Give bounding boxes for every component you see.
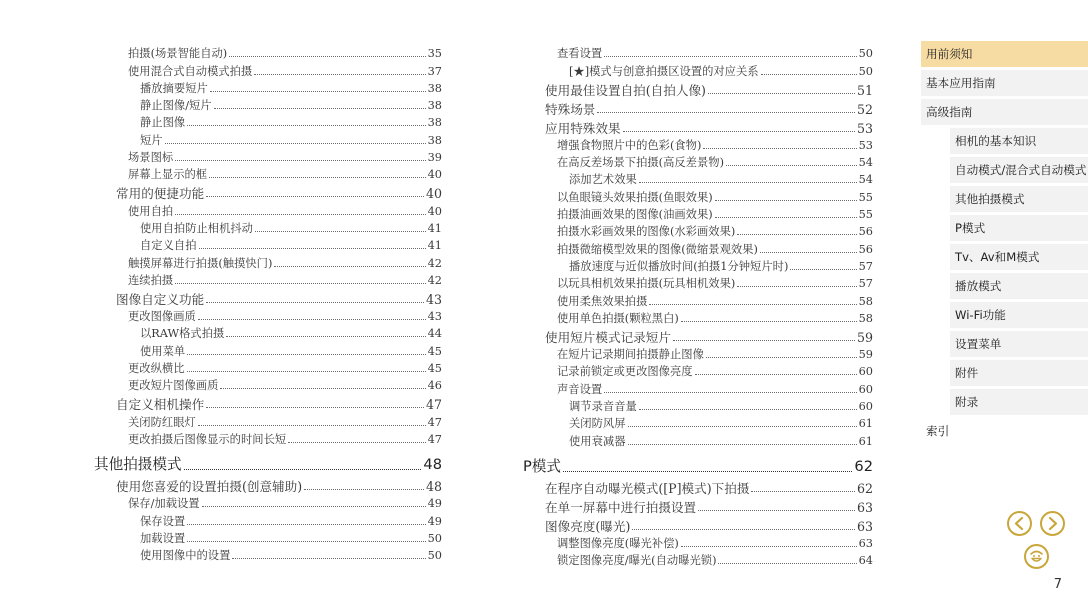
toc-entry-page: 38 xyxy=(427,133,442,147)
sidebar-item[interactable]: Wi-Fi功能 xyxy=(950,302,1088,328)
toc-entry-title: 更改纵横比 xyxy=(128,362,185,376)
toc-entry[interactable] xyxy=(94,288,442,307)
toc-entry-page: 40 xyxy=(425,186,442,202)
toc-entry[interactable] xyxy=(523,291,873,308)
dot-leader xyxy=(214,108,426,109)
toc-entry-page: 53 xyxy=(856,120,873,136)
toc-entry-title: 添加艺术效果 xyxy=(569,173,637,187)
toc-entry[interactable] xyxy=(94,148,442,165)
sidebar-item[interactable]: P模式 xyxy=(950,215,1088,241)
toc-entry-title: 使用自拍防止相机抖动 xyxy=(140,221,253,235)
toc-entry[interactable] xyxy=(523,551,873,568)
toc-entry[interactable] xyxy=(94,393,442,412)
toc-entry[interactable] xyxy=(94,341,442,358)
toc-entry[interactable] xyxy=(523,222,873,239)
toc-entry[interactable] xyxy=(523,431,873,448)
toc-entry-page: 48 xyxy=(423,455,442,473)
next-page-button[interactable] xyxy=(1040,511,1065,536)
toc-entry-title: 以玩具相机效果拍摄(玩具相机效果) xyxy=(557,277,736,291)
dot-leader xyxy=(639,182,857,183)
sidebar-item[interactable]: 索引 xyxy=(926,424,950,438)
toc-entry[interactable] xyxy=(523,326,873,345)
dot-leader xyxy=(175,160,425,161)
toc-entry-title: 在单一屏幕中进行拍摄设置 xyxy=(545,499,697,515)
arrow-left-circle-icon xyxy=(1009,513,1030,534)
dot-leader xyxy=(703,148,856,149)
toc-entry-title: 记录前锁定或更改图像亮度 xyxy=(557,365,693,379)
dot-leader xyxy=(715,200,857,201)
sidebar-item[interactable]: 附录 xyxy=(950,389,1088,415)
toc-entry-title: 使用短片模式记录短片 xyxy=(545,329,671,345)
dot-leader xyxy=(628,444,857,445)
toc-entry-page: 41 xyxy=(427,221,442,235)
dot-leader xyxy=(254,74,425,75)
toc-entry[interactable] xyxy=(523,362,873,379)
dot-leader xyxy=(165,143,426,144)
sidebar-item[interactable]: 用前须知 xyxy=(921,41,1088,67)
toc-entry-page: 45 xyxy=(427,362,442,376)
toc-entry-title: 播放摘要短片 xyxy=(140,81,208,95)
toc-entry[interactable] xyxy=(523,477,873,496)
dot-leader xyxy=(184,469,422,470)
toc-entry-title: 播放速度与近似播放时间(拍摄1分钟短片时) xyxy=(569,259,789,273)
toc-entry-page: 42 xyxy=(427,256,442,270)
toc-entry-page: 57 xyxy=(858,259,873,273)
toc-entry-page: 61 xyxy=(858,417,873,431)
toc-entry-page: 49 xyxy=(427,514,442,528)
toc-entry[interactable] xyxy=(523,153,873,170)
toc-entry[interactable] xyxy=(523,170,873,187)
dot-leader xyxy=(737,234,856,235)
toc-entry-title: 图像自定义功能 xyxy=(116,291,205,307)
toc-entry-page: 60 xyxy=(858,400,873,414)
sidebar-item[interactable]: 相机的基本知识 xyxy=(950,128,1088,154)
toc-entry[interactable] xyxy=(94,201,442,218)
dot-leader xyxy=(673,340,855,341)
dot-leader xyxy=(198,319,426,320)
dot-leader xyxy=(681,546,857,547)
toc-entry-title: 连续拍摄 xyxy=(128,273,174,287)
toc-entry[interactable] xyxy=(94,494,442,511)
toc-entry-page: 54 xyxy=(858,156,873,170)
dot-leader xyxy=(209,177,426,178)
toc-entry-page: 56 xyxy=(858,242,873,256)
toc-entry-title: 场景图标 xyxy=(128,151,174,165)
toc-entry[interactable] xyxy=(523,274,873,291)
toc-entry-title: 图像亮度(曝光) xyxy=(545,518,631,534)
toc-entry-page: 62 xyxy=(854,457,873,475)
toc-entry-title: 拍摄水彩画效果的图像(水彩画效果) xyxy=(557,225,736,239)
toc-entry-title: 自定义自拍 xyxy=(140,239,197,253)
toc-entry[interactable] xyxy=(523,239,873,256)
toc-entry-title: 使用混合式自动模式拍摄 xyxy=(128,64,253,78)
toc-entry[interactable] xyxy=(94,130,442,147)
toc-entry-title: 锁定图像亮度/曝光(自动曝光锁) xyxy=(557,554,717,568)
dot-leader xyxy=(628,426,857,427)
page-number: 7 xyxy=(1053,577,1062,592)
toc-entry-title: [★]模式与创意拍摄区设置的对应关系 xyxy=(569,64,759,78)
toc-entry[interactable] xyxy=(94,219,442,236)
toc-entry-title: 更改图像画质 xyxy=(128,310,196,324)
toc-entry-page: 47 xyxy=(425,397,442,413)
toc-entry-page: 39 xyxy=(427,151,442,165)
dot-leader xyxy=(695,374,857,375)
toc-entry[interactable] xyxy=(94,113,442,130)
dot-leader xyxy=(715,217,857,218)
dot-leader xyxy=(563,471,852,472)
toc-entry-title: 更改拍摄后图像显示的时间长短 xyxy=(128,432,287,446)
toc-entry-title: 拍摄(场景智能自动) xyxy=(128,47,228,61)
toc-entry-page: 45 xyxy=(427,344,442,358)
toc-entry-title: 静止图像 xyxy=(140,116,186,130)
toc-entry[interactable] xyxy=(523,379,873,396)
toc-entry-title: 拍摄油画效果的图像(油画效果) xyxy=(557,208,713,222)
toc-entry-page: 37 xyxy=(427,64,442,78)
toc-entry-page: 38 xyxy=(427,81,442,95)
dot-leader xyxy=(187,371,426,372)
toc-entry[interactable] xyxy=(94,61,442,78)
toc-entry-title: 以鱼眼镜头效果拍摄(鱼眼效果) xyxy=(557,190,713,204)
toc-entry-title: P模式 xyxy=(523,457,561,475)
dot-leader xyxy=(226,336,425,337)
toc-entry-title: 屏幕上显示的框 xyxy=(128,168,208,182)
toc-column-right xyxy=(523,44,873,568)
sidebar-item[interactable]: 基本应用指南 xyxy=(921,70,1088,96)
toc-entry[interactable] xyxy=(523,515,873,534)
toc-entry-page: 42 xyxy=(427,273,442,287)
toc-entry-title: 常用的便捷功能 xyxy=(116,186,205,202)
toc-entry-page: 54 xyxy=(858,173,873,187)
toc-entry-title: 使用柔焦效果拍摄 xyxy=(557,294,648,308)
dot-leader xyxy=(681,321,857,322)
dot-leader xyxy=(751,491,855,492)
toc-entry-page: 60 xyxy=(858,382,873,396)
dot-leader xyxy=(175,283,425,284)
toc-entry-title: 使用最佳设置自拍(自拍人像) xyxy=(545,82,706,98)
dot-leader xyxy=(175,214,425,215)
toc-entry-title: 使用您喜爱的设置拍摄(创意辅助) xyxy=(116,478,303,494)
toc-entry-title: 保存设置 xyxy=(140,514,186,528)
toc-entry-title: 静止图像/短片 xyxy=(140,99,212,113)
dot-leader xyxy=(210,91,426,92)
dot-leader xyxy=(761,74,857,75)
toc-entry-page: 50 xyxy=(427,531,442,545)
dot-leader xyxy=(698,510,855,511)
toc-entry-page: 62 xyxy=(856,480,873,496)
toc-entry[interactable] xyxy=(94,79,442,96)
arrow-right-circle-icon xyxy=(1042,513,1063,534)
toc-entry-page: 58 xyxy=(858,311,873,325)
toc-column-left xyxy=(94,44,442,563)
toc-entry-title: 以RAW格式拍摄 xyxy=(140,327,225,341)
home-face-icon xyxy=(1026,546,1047,567)
toc-entry[interactable] xyxy=(523,79,873,98)
dot-leader xyxy=(198,425,426,426)
dot-leader xyxy=(288,442,425,443)
toc-entry-title: 触摸屏幕进行拍摄(触摸快门) xyxy=(128,256,273,270)
dot-leader xyxy=(726,165,857,166)
toc-entry-page: 38 xyxy=(427,99,442,113)
dot-leader xyxy=(623,131,855,132)
toc-entry-page: 63 xyxy=(856,518,873,534)
dot-leader xyxy=(760,252,857,253)
dot-leader xyxy=(708,93,855,94)
toc-entry[interactable] xyxy=(523,496,873,515)
toc-entry[interactable] xyxy=(523,187,873,204)
toc-entry-title: 调节录音音量 xyxy=(569,400,637,414)
toc-entry-page: 55 xyxy=(858,190,873,204)
toc-entry-title: 拍摄微缩模型效果的图像(微缩景观效果) xyxy=(557,242,758,256)
toc-entry-page: 48 xyxy=(425,478,442,494)
dot-leader xyxy=(649,304,856,305)
toc-entry-page: 50 xyxy=(427,549,442,563)
toc-entry-title: 关闭防红眼灯 xyxy=(128,415,196,429)
toc-entry-title: 加载设置 xyxy=(140,531,186,545)
toc-entry[interactable] xyxy=(94,511,442,528)
toc-entry-page: 44 xyxy=(427,327,442,341)
toc-entry[interactable] xyxy=(94,271,442,288)
toc-entry-page: 53 xyxy=(858,138,873,152)
dot-leader xyxy=(790,269,856,270)
toc-entry-title: 更改短片图像画质 xyxy=(128,379,219,393)
dot-leader xyxy=(632,529,855,530)
toc-entry-page: 64 xyxy=(858,554,873,568)
toc-entry-title: 使用衰减器 xyxy=(569,434,626,448)
toc-entry[interactable] xyxy=(523,451,873,477)
toc-entry[interactable] xyxy=(94,359,442,376)
dot-leader xyxy=(187,541,425,542)
dot-leader xyxy=(202,506,426,507)
toc-entry[interactable] xyxy=(94,529,442,546)
prev-page-button[interactable] xyxy=(1007,511,1032,536)
toc-entry-title: 关闭防风屏 xyxy=(569,417,626,431)
toc-entry[interactable] xyxy=(523,61,873,78)
toc-entry-page: 60 xyxy=(858,365,873,379)
toc-entry-title: 在短片记录期间拍摄静止图像 xyxy=(557,348,704,362)
toc-entry-page: 38 xyxy=(427,116,442,130)
toc-entry-page: 58 xyxy=(858,294,873,308)
toc-entry-title: 使用自拍 xyxy=(128,204,174,218)
dot-leader xyxy=(737,286,856,287)
toc-entry-title: 保存/加载设置 xyxy=(128,497,200,511)
dot-leader xyxy=(255,231,426,232)
dot-leader xyxy=(274,266,425,267)
toc-entry-page: 43 xyxy=(425,291,442,307)
home-button[interactable] xyxy=(1024,544,1049,569)
toc-entry-page: 63 xyxy=(858,536,873,550)
toc-entry-page: 56 xyxy=(858,225,873,239)
toc-entry-title: 短片 xyxy=(140,133,163,147)
toc-entry[interactable] xyxy=(523,397,873,414)
dot-leader xyxy=(187,125,425,126)
toc-entry[interactable] xyxy=(94,475,442,494)
dot-leader xyxy=(639,409,857,410)
toc-entry[interactable] xyxy=(94,430,442,447)
toc-entry[interactable] xyxy=(94,412,442,429)
toc-entry-page: 59 xyxy=(858,348,873,362)
toc-entry-page: 40 xyxy=(427,168,442,182)
dot-leader xyxy=(604,56,856,57)
toc-entry[interactable] xyxy=(94,236,442,253)
dot-leader xyxy=(604,392,856,393)
dot-leader xyxy=(187,524,425,525)
dot-leader xyxy=(206,407,424,408)
toc-entry[interactable] xyxy=(94,307,442,324)
dot-leader xyxy=(232,558,425,559)
toc-entry-title: 其他拍摄模式 xyxy=(94,455,182,473)
sidebar-nav xyxy=(921,41,1088,447)
toc-entry-page: 43 xyxy=(427,310,442,324)
toc-entry-title: 使用单色拍摄(颗粒黑白) xyxy=(557,311,679,325)
sidebar-item[interactable]: 高级指南 xyxy=(921,99,1088,125)
page-navigation xyxy=(1007,511,1067,573)
toc-entry[interactable] xyxy=(94,546,442,563)
toc-entry[interactable] xyxy=(94,376,442,393)
toc-entry[interactable] xyxy=(94,165,442,182)
toc-entry[interactable] xyxy=(523,44,873,61)
toc-entry-page: 40 xyxy=(427,204,442,218)
sidebar-item[interactable]: 附件 xyxy=(950,360,1088,386)
toc-entry[interactable] xyxy=(523,98,873,117)
dot-leader xyxy=(206,302,424,303)
toc-entry-title: 在高反差场景下拍摄(高反差景物) xyxy=(557,156,724,170)
toc-entry[interactable] xyxy=(94,253,442,270)
toc-entry-page: 51 xyxy=(856,82,873,98)
toc-entry-page: 50 xyxy=(858,64,873,78)
sidebar-item[interactable]: 播放模式 xyxy=(950,273,1088,299)
toc-entry-title: 特殊场景 xyxy=(545,101,596,117)
toc-entry-page: 50 xyxy=(858,47,873,61)
sidebar-item[interactable]: 设置菜单 xyxy=(950,331,1088,357)
toc-entry[interactable] xyxy=(523,205,873,222)
toc-entry-title: 查看设置 xyxy=(557,47,603,61)
toc-entry[interactable] xyxy=(523,534,873,551)
toc-entry-title: 使用图像中的设置 xyxy=(140,549,231,563)
toc-entry-page: 46 xyxy=(427,379,442,393)
toc-entry[interactable] xyxy=(94,182,442,201)
toc-entry-page: 55 xyxy=(858,208,873,222)
toc-entry-page: 35 xyxy=(427,47,442,61)
toc-entry[interactable] xyxy=(523,414,873,431)
dot-leader xyxy=(199,248,426,249)
dot-leader xyxy=(206,196,424,197)
dot-leader xyxy=(304,489,424,490)
toc-entry-page: 57 xyxy=(858,277,873,291)
toc-entry-page: 61 xyxy=(858,434,873,448)
toc-entry[interactable] xyxy=(94,96,442,113)
toc-entry-page: 59 xyxy=(856,329,873,345)
sidebar-item[interactable]: 自动模式/混合式自动模式 xyxy=(950,157,1088,183)
toc-entry-title: 自定义相机操作 xyxy=(116,397,205,413)
toc-entry-page: 47 xyxy=(427,415,442,429)
sidebar-item[interactable]: Tv、Av和M模式 xyxy=(950,244,1088,270)
dot-leader xyxy=(187,354,425,355)
toc-entry[interactable] xyxy=(94,449,442,475)
toc-entry-page: 49 xyxy=(427,497,442,511)
sidebar-item[interactable]: 其他拍摄模式 xyxy=(950,186,1088,212)
toc-entry-page: 63 xyxy=(856,499,873,515)
toc-entry[interactable] xyxy=(94,324,442,341)
dot-leader xyxy=(229,56,425,57)
dot-leader xyxy=(718,563,856,564)
dot-leader xyxy=(597,112,855,113)
toc-entry[interactable] xyxy=(523,136,873,153)
toc-entry-page: 52 xyxy=(856,101,873,117)
toc-entry[interactable] xyxy=(523,257,873,274)
toc-entry[interactable] xyxy=(523,345,873,362)
toc-entry-page: 47 xyxy=(427,432,442,446)
dot-leader xyxy=(706,357,857,358)
toc-entry-title: 声音设置 xyxy=(557,382,603,396)
toc-entry-page: 41 xyxy=(427,239,442,253)
toc-entry[interactable] xyxy=(523,117,873,136)
toc-entry-title: 使用菜单 xyxy=(140,344,186,358)
toc-entry[interactable] xyxy=(523,309,873,326)
toc-entry[interactable] xyxy=(94,44,442,61)
toc-entry-title: 增强食物照片中的色彩(食物) xyxy=(557,138,702,152)
toc-entry-title: 在程序自动曝光模式([P]模式)下拍摄 xyxy=(545,480,750,496)
dot-leader xyxy=(220,388,425,389)
toc-entry-title: 调整图像亮度(曝光补偿) xyxy=(557,536,679,550)
toc-entry-title: 应用特殊效果 xyxy=(545,120,621,136)
